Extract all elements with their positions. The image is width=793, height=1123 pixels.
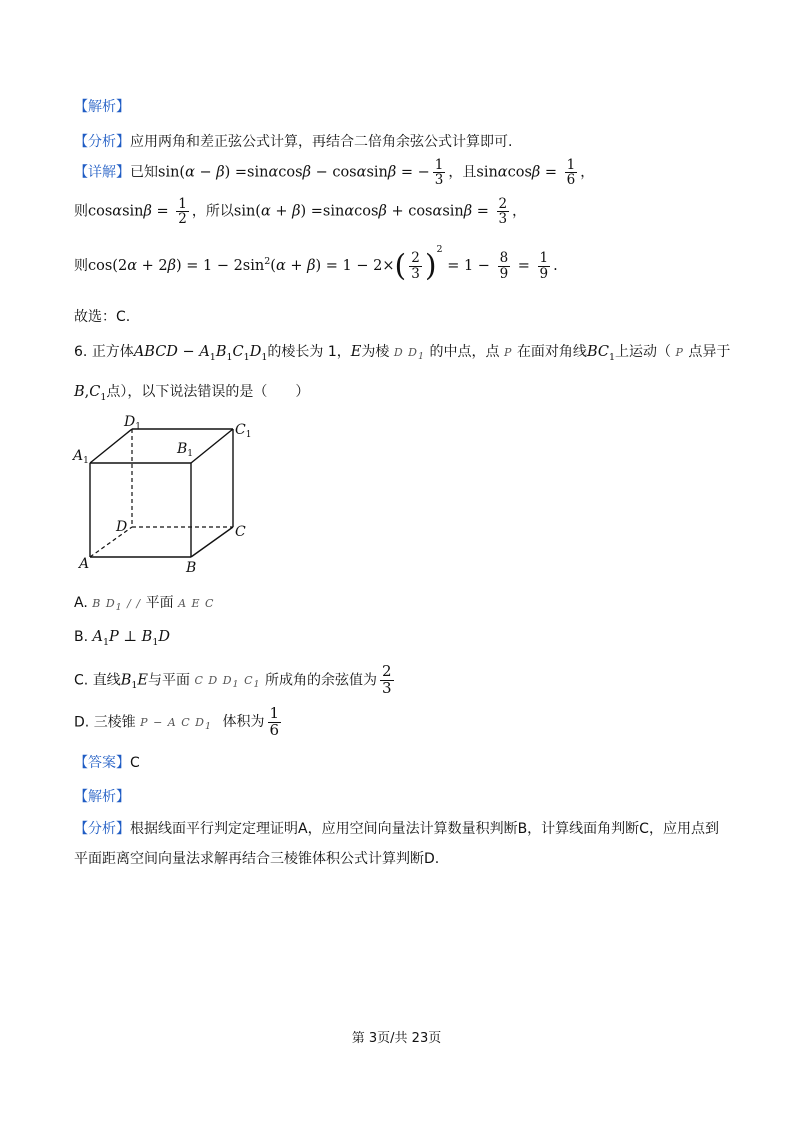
jiexi-heading-2: 【解析】	[74, 789, 130, 805]
option-d: D. 三棱锥 P − A C $D_1$ 体积为 $\frac{1}{6}$	[74, 704, 280, 739]
edge-b-c	[191, 527, 233, 557]
analysis-2-line-2: 平面距离空间向量法求解再结合三棱锥体积公式计算判断D.	[74, 851, 440, 867]
fraction-1-9: $\frac{1}{9}$	[539, 250, 549, 282]
label-c1: $C_1$	[235, 422, 252, 440]
fraction-2-3: $\frac{2}{3}$	[498, 196, 508, 228]
page-footer: 第 3页/共 23页	[351, 1031, 442, 1046]
fraction-8-9: $\frac{8}{9}$	[499, 250, 509, 282]
label-b1: $B_1$	[177, 441, 194, 459]
label-b: B	[186, 560, 197, 576]
option-c: C. 直线$B_1E$与平面 C D $D_1$ $C_1$ 所成角的余弦值为 $\frac{2}{3}$	[74, 662, 392, 697]
question-6-line-2: $B,C_1$点），以下说法错误的是（ ）	[74, 384, 310, 403]
detail-line-1: 【详解】已知sin(α − β) =sinαcosβ − cosαsinβ = − $\frac{1}{3}$ ，且sinαcosβ = $\frac{1}{6}$ ，	[74, 157, 595, 189]
edge-a1-d1	[90, 429, 132, 463]
fraction-1-2: $\frac{1}{2}$	[178, 196, 187, 228]
detail-line-2: 则cosαsinβ = $\frac{1}{2}$ ，所以sin(α + β) =sinαcosβ + cosαsinβ = $\frac{2}{3}$ ，	[74, 196, 527, 228]
label-c: C	[235, 524, 246, 540]
jiexi-heading: 【解析】	[74, 99, 130, 115]
analysis-line: 【分析】应用两角和差正弦公式计算，再结合二倍角余弦公式计算即可.	[74, 134, 513, 150]
analysis-2-line-1: 【分析】根据线面平行判定定理证明A，应用空间向量法计算数量积判断B，计算线面角判断C，应用点到	[74, 821, 719, 837]
fraction-1-3: $\frac{1}{3}$	[434, 157, 444, 189]
fraction-1-6-d: $\frac{1}{6}$	[269, 704, 280, 739]
answer-line: 【答案】C	[74, 755, 140, 771]
label-d1: $D_1$	[124, 414, 141, 432]
option-b: B. $A_1P$ ⊥ $B_1D$	[74, 629, 171, 648]
edge-b1-c1	[191, 429, 233, 463]
option-a: A. B $D_1$ / / 平面 A E C	[74, 595, 215, 614]
fraction-1-6: $\frac{1}{6}$	[566, 157, 576, 189]
fraction-2-3-c: $\frac{2}{3}$	[382, 662, 392, 697]
choice-line: 故选：C.	[74, 309, 131, 325]
label-d: D	[116, 519, 128, 535]
label-a: A	[79, 556, 90, 572]
label-a1: $A_1$	[73, 448, 89, 466]
fraction-2-3-b: $\frac{2}{3}$	[411, 250, 420, 282]
detail-line-3: 则$\cos(2\alpha + 2\beta) = 1 - 2\sin^2(\alpha + \beta) = 1 - 2\times$( $\frac{2}{3}$ )$^2$ = 1 − $\frac{8}{9}$ = $\frac{1}{9}$ .	[74, 244, 558, 284]
cube-figure	[70, 412, 270, 582]
question-6-line-1: 6. 正方体ABCD − $A_1B_1C_1D_1$的棱长为 1，E为棱 D $D_1$ 的中点，点 P 在面对角线$BC_1$上运动（ P 点异于	[74, 344, 731, 363]
